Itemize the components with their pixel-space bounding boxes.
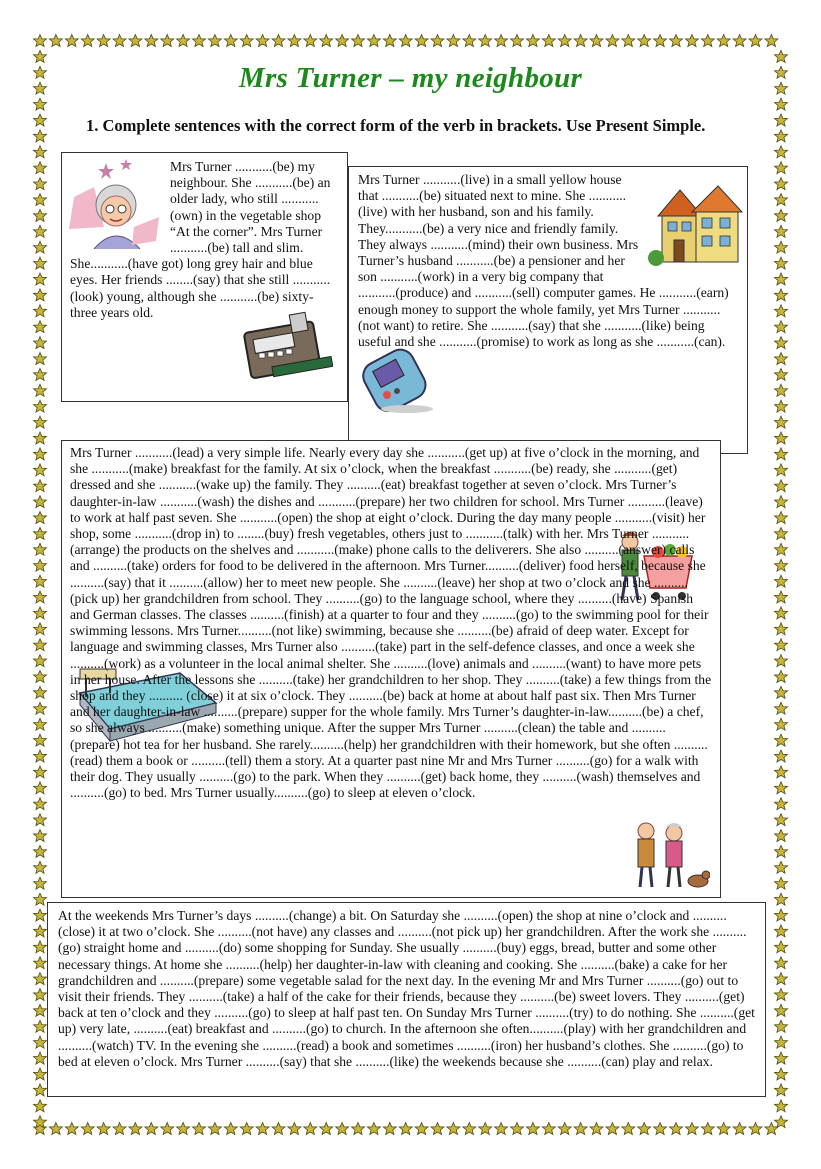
border-star xyxy=(208,1123,221,1135)
border-star xyxy=(113,35,126,47)
paragraph-family: Mrs Turner ...........(live) in a small yellow house that ...........(be) situated next to mine. She ...........(live) with her husband, son and his family. They...........(be) a very nice and friendly family. They always ...........(mind) their own business. Mrs Turner’s husband ...........(be) a pensioner and her son ...........(work) in a very big company that ...........(produce) and ...........(sell) computer games. He ...........(earn) enough money to support the whole family, yet Mrs Turner ...........(not want) to retire. She ...........(say) that she ...........(like) being useful and she ...........(promise) to work as long as she ...........(can). xyxy=(358,172,729,350)
border-star xyxy=(367,1123,380,1135)
border-star xyxy=(775,909,788,921)
border-star xyxy=(304,1123,317,1135)
border-star xyxy=(622,35,635,47)
border-star xyxy=(34,416,47,428)
border-star xyxy=(34,671,47,683)
border-star xyxy=(34,496,47,508)
border-star xyxy=(775,671,788,683)
border-star xyxy=(34,575,47,587)
border-star xyxy=(34,1068,47,1080)
text-box-family xyxy=(348,166,748,454)
border-star xyxy=(34,1036,47,1048)
text-box-weekends xyxy=(47,902,766,1097)
border-star xyxy=(511,1123,524,1135)
border-star xyxy=(685,1123,698,1135)
border-star xyxy=(65,1123,78,1135)
border-star xyxy=(775,98,788,110)
border-star xyxy=(701,35,714,47)
border-star xyxy=(775,368,788,380)
border-star xyxy=(34,893,47,905)
border-star xyxy=(34,1004,47,1016)
border-star xyxy=(606,35,619,47)
border-star xyxy=(775,114,788,126)
border-star xyxy=(256,35,269,47)
game-console-picture xyxy=(357,335,443,415)
border-star xyxy=(224,35,237,47)
border-star xyxy=(775,146,788,158)
border-star xyxy=(775,1116,788,1128)
border-star xyxy=(775,607,788,619)
border-star xyxy=(34,241,47,253)
border-star xyxy=(145,35,158,47)
border-star xyxy=(129,35,142,47)
border-star xyxy=(775,845,788,857)
border-star xyxy=(336,35,349,47)
border-star xyxy=(775,209,788,221)
border-star xyxy=(34,702,47,714)
border-star xyxy=(495,35,508,47)
border-star xyxy=(775,559,788,571)
border-star xyxy=(775,718,788,730)
border-star xyxy=(526,35,539,47)
border-star xyxy=(34,50,47,62)
border-star xyxy=(765,35,778,47)
border-star xyxy=(775,432,788,444)
border-star xyxy=(34,130,47,142)
border-star xyxy=(765,1123,778,1135)
border-star xyxy=(34,543,47,555)
border-star xyxy=(34,686,47,698)
border-star xyxy=(717,1123,730,1135)
border-star xyxy=(775,877,788,889)
border-star xyxy=(775,448,788,460)
border-star xyxy=(775,130,788,142)
border-star xyxy=(775,241,788,253)
border-star xyxy=(775,1084,788,1096)
border-star xyxy=(177,1123,190,1135)
border-star xyxy=(34,114,47,126)
border-star xyxy=(34,623,47,635)
border-star xyxy=(654,1123,667,1135)
border-star xyxy=(670,1123,683,1135)
border-star xyxy=(775,973,788,985)
border-star xyxy=(574,1123,587,1135)
border-star xyxy=(113,1123,126,1135)
border-star xyxy=(34,273,47,285)
border-star xyxy=(495,1123,508,1135)
border-star xyxy=(352,1123,365,1135)
border-star xyxy=(775,989,788,1001)
border-star xyxy=(81,1123,94,1135)
border-star xyxy=(775,814,788,826)
border-star xyxy=(34,384,47,396)
border-star xyxy=(34,957,47,969)
border-star xyxy=(775,194,788,206)
border-star xyxy=(733,1123,746,1135)
border-star xyxy=(34,289,47,301)
border-star xyxy=(49,35,62,47)
border-star xyxy=(775,861,788,873)
border-star xyxy=(193,1123,206,1135)
border-star xyxy=(34,830,47,842)
paragraph-daily-routine: Mrs Turner ...........(lead) a very simple life. Nearly every day she ...........(get up) at five o’clock in the morning, and she ...........(make) breakfast for the family. At six o’clock, when the breakfast ...........(be) ready, she ...........(get) dressed and she ...........(wake up) the family. They ..........(eat) breakfast together at seven o’clock. Mrs Turner’s daughter-in-law ...........(wash) the dishes and ...........(prepare) her two children for school. Mrs Turner ...........(leave) to work at half past seven. She ...........(open) the shop at eight o’clock. During the day many people ...........(visit) her shop, some ...........(drop in) to ........(buy) fresh vegetables, others just to ...........(talk) with her. Mrs Turner ...........(arrange) the products on the shelves and ...........(make) phone calls to the deliverers. She also ..........(answer) calls and ..........(take) orders for food to be delivered in the afternoon. Mrs Turner..........(deliver) food herself, because she ..........(say) that it ..........(allow) her to meet new people. She ..........(leave) her shop at two o’clock and she ..........(pick up) her grandchildren from school. They ..........(go) to the language school, where they ..........(have) Spanish and German classes. The classes ..........(finish) at a quarter to four and they ..........(go) to the swimming pool for their swimming lessons. Mrs Turner..........(not like) swimming, because she ..........(be) afraid of deep water. Except for language and swimming classes, Mrs Turner also ..........(take) part in the self-defence classes, and once a week she ..........(work) as a volunteer in the local animal shelter. She ..........(love) animals and ..........(want) to have more pets in her house. After the lessons she ..........(take) her grandchildren to her shop. They ..........(take) a few things from the shop and they .......... (close) it at six o’clock. They ..........(be) back at home at about half past six. Then Mrs Turner and her daughter-in-law ..........(prepare) supper for the whole family. Mrs Turner’s daughter-in-law..........(be) a chef, so she always ..........(make) something unique. After the supper Mrs Turner ..........(clean) the table and ..........(prepare) hot tea for her husband. She rarely..........(help) her grandchildren with their homework, but she often ..........(read) them a book or ..........(tell) them a story. At a quarter past nine Mr and Mrs Turner ..........(go) for a walk with their dog. They usually ..........(go) to the park. When they ..........(get) back home, they ..........(wash) themselves and ..........(go) to bed. Mrs Turner usually..........(go) to sleep at eleven o’clock. xyxy=(70,445,712,801)
border-star xyxy=(288,35,301,47)
border-star xyxy=(447,1123,460,1135)
border-star xyxy=(320,1123,333,1135)
border-star xyxy=(352,35,365,47)
border-star xyxy=(431,1123,444,1135)
border-star xyxy=(775,321,788,333)
border-star xyxy=(775,1068,788,1080)
border-star xyxy=(775,1020,788,1032)
border-star xyxy=(654,35,667,47)
border-star xyxy=(34,766,47,778)
old-lady-picture xyxy=(64,157,164,249)
border-star xyxy=(34,718,47,730)
border-star xyxy=(775,750,788,762)
border-star xyxy=(34,973,47,985)
border-star xyxy=(34,989,47,1001)
border-star xyxy=(775,178,788,190)
border-star xyxy=(775,782,788,794)
border-star xyxy=(775,623,788,635)
border-star xyxy=(34,941,47,953)
border-star xyxy=(775,798,788,810)
border-star xyxy=(34,1020,47,1032)
border-star xyxy=(320,35,333,47)
border-star xyxy=(775,957,788,969)
border-star xyxy=(34,1100,47,1112)
border-star xyxy=(97,35,110,47)
border-star xyxy=(34,337,47,349)
border-star xyxy=(34,178,47,190)
border-star xyxy=(34,480,47,492)
border-star xyxy=(775,543,788,555)
border-star xyxy=(701,1123,714,1135)
border-star xyxy=(224,1123,237,1135)
border-star xyxy=(447,35,460,47)
border-star xyxy=(775,480,788,492)
border-star xyxy=(775,1004,788,1016)
border-star xyxy=(272,35,285,47)
border-star xyxy=(542,35,555,47)
house-picture xyxy=(648,178,744,268)
border-star xyxy=(34,845,47,857)
text-box-introduction xyxy=(61,152,348,402)
border-star xyxy=(367,35,380,47)
border-star xyxy=(399,1123,412,1135)
border-star xyxy=(240,1123,253,1135)
border-star xyxy=(775,289,788,301)
border-star xyxy=(775,591,788,603)
border-star xyxy=(34,591,47,603)
border-star xyxy=(775,639,788,651)
border-star xyxy=(775,384,788,396)
border-star xyxy=(193,35,206,47)
page-title: Mrs Turner – my neighbour xyxy=(238,62,583,94)
border-star xyxy=(558,1123,571,1135)
border-star xyxy=(717,35,730,47)
exercise-instruction: 1. Complete sentences with the correct form of the verb in brackets. Use Present Simple. xyxy=(86,116,706,135)
border-star xyxy=(415,35,428,47)
border-star xyxy=(34,512,47,524)
border-star xyxy=(775,686,788,698)
paragraph-weekends: At the weekends Mrs Turner’s days ..........(change) a bit. On Saturday she ..........(open) the shop at nine o’clock and ..........(close) it at two o’clock. She ..........(not have) any classes and ..........(not pick up) her grandchildren. After the work she ..........(go) straight home and ..........(do) some shopping for Sunday. She usually ..........(buy) eggs, bread, butter and some other necessary things. At home she ..........(help) her daughter-in-law with cleaning and cooking. She ..........(bake) a cake for her grandchildren and ..........(prepare) some vegetable salad for the next day. In the evening Mr and Mrs Turner ..........(go) out to visit their friends. They ..........(take) a half of the cake for their friends, because they ..........(be) sweet lovers. They ..........(get) back at ten o’clock and they ..........(go) to sleep at half past ten. On Sunday Mrs Turner ..........(try) to do nothing. She ..........(get up) very late, ..........(eat) breakfast and ..........(go) to church. In the afternoon she often..........(play) with her grandchildren and ..........(watch) TV. In the evening she ..........(read) a book and sometimes ..........(iron) her husband’s clothes. She ..........(go) to bed at eleven o’clock. Mrs Turner ..........(say) that she ..........(like) the weekends because she ..........(can) play and relax. xyxy=(58,908,755,1069)
border-star xyxy=(775,305,788,317)
border-star xyxy=(775,464,788,476)
border-star xyxy=(34,607,47,619)
border-star xyxy=(34,448,47,460)
border-star xyxy=(775,766,788,778)
border-star xyxy=(749,1123,762,1135)
border-star xyxy=(479,1123,492,1135)
border-star xyxy=(49,1123,62,1135)
border-star xyxy=(81,35,94,47)
border-star xyxy=(97,1123,110,1135)
border-star xyxy=(34,305,47,317)
border-star xyxy=(775,512,788,524)
border-star xyxy=(34,782,47,794)
border-star xyxy=(177,35,190,47)
border-star xyxy=(749,35,762,47)
border-star xyxy=(34,559,47,571)
border-star xyxy=(558,35,571,47)
border-star xyxy=(775,941,788,953)
border-star xyxy=(34,321,47,333)
border-star xyxy=(34,257,47,269)
border-star xyxy=(638,1123,651,1135)
border-star xyxy=(34,798,47,810)
border-star xyxy=(542,1123,555,1135)
border-star xyxy=(65,35,78,47)
border-star xyxy=(161,35,174,47)
border-star xyxy=(775,400,788,412)
border-star xyxy=(775,527,788,539)
border-star xyxy=(145,1123,158,1135)
border-star xyxy=(511,35,524,47)
border-star xyxy=(606,1123,619,1135)
border-star xyxy=(775,257,788,269)
border-star xyxy=(775,1052,788,1064)
border-star xyxy=(775,575,788,587)
border-star xyxy=(34,877,47,889)
border-star xyxy=(775,925,788,937)
border-star xyxy=(34,655,47,667)
border-star xyxy=(775,830,788,842)
border-star xyxy=(208,35,221,47)
border-star xyxy=(431,35,444,47)
border-star xyxy=(775,416,788,428)
elderly-couple-picture xyxy=(618,817,710,893)
border-star xyxy=(622,1123,635,1135)
border-star xyxy=(399,35,412,47)
border-star xyxy=(34,1084,47,1096)
border-star xyxy=(34,209,47,221)
border-star xyxy=(129,1123,142,1135)
border-star xyxy=(34,162,47,174)
border-star xyxy=(34,1052,47,1064)
border-star xyxy=(34,400,47,412)
border-star xyxy=(34,194,47,206)
border-star xyxy=(34,925,47,937)
border-star xyxy=(775,50,788,62)
border-star xyxy=(256,1123,269,1135)
border-star xyxy=(590,1123,603,1135)
border-star xyxy=(479,35,492,47)
border-star xyxy=(240,35,253,47)
border-star xyxy=(775,1036,788,1048)
text-box-daily-routine xyxy=(61,440,721,898)
border-star xyxy=(638,35,651,47)
border-star xyxy=(34,750,47,762)
border-star xyxy=(775,353,788,365)
border-star xyxy=(775,337,788,349)
border-star xyxy=(34,734,47,746)
border-star xyxy=(775,273,788,285)
border-star xyxy=(34,146,47,158)
border-star xyxy=(336,1123,349,1135)
border-star xyxy=(775,162,788,174)
border-star xyxy=(383,1123,396,1135)
border-star xyxy=(34,527,47,539)
border-star xyxy=(775,702,788,714)
border-star xyxy=(272,1123,285,1135)
border-star xyxy=(161,1123,174,1135)
border-star xyxy=(733,35,746,47)
border-star xyxy=(775,1100,788,1112)
border-star xyxy=(574,35,587,47)
border-star xyxy=(670,35,683,47)
border-star xyxy=(383,35,396,47)
border-star xyxy=(34,368,47,380)
cash-register-picture xyxy=(241,309,333,389)
border-star xyxy=(775,496,788,508)
border-star xyxy=(34,814,47,826)
border-star xyxy=(775,225,788,237)
border-star xyxy=(415,1123,428,1135)
border-star xyxy=(288,1123,301,1135)
border-star xyxy=(304,35,317,47)
border-star xyxy=(775,734,788,746)
border-star xyxy=(463,1123,476,1135)
paragraph-introduction: Mrs Turner ...........(be) my neighbour. She ...........(be) an older lady, who still ...........(own) in the vegetable shop “At the corner”. Mrs Turner ...........(be) tall and slim. She...........(have got) long grey hair and blue eyes. Her friends ........(say) that she still ...........(look) young, although she ...........(be) sixty-three years old. xyxy=(70,159,331,320)
border-star xyxy=(34,98,47,110)
border-star xyxy=(526,1123,539,1135)
border-star xyxy=(34,909,47,921)
border-star xyxy=(34,353,47,365)
border-star xyxy=(34,432,47,444)
border-star xyxy=(34,464,47,476)
border-star xyxy=(775,893,788,905)
border-star xyxy=(34,861,47,873)
border-star xyxy=(685,35,698,47)
border-star xyxy=(34,225,47,237)
border-star xyxy=(463,35,476,47)
border-star xyxy=(590,35,603,47)
border-star xyxy=(775,655,788,667)
border-star xyxy=(34,639,47,651)
border-star xyxy=(34,35,47,47)
